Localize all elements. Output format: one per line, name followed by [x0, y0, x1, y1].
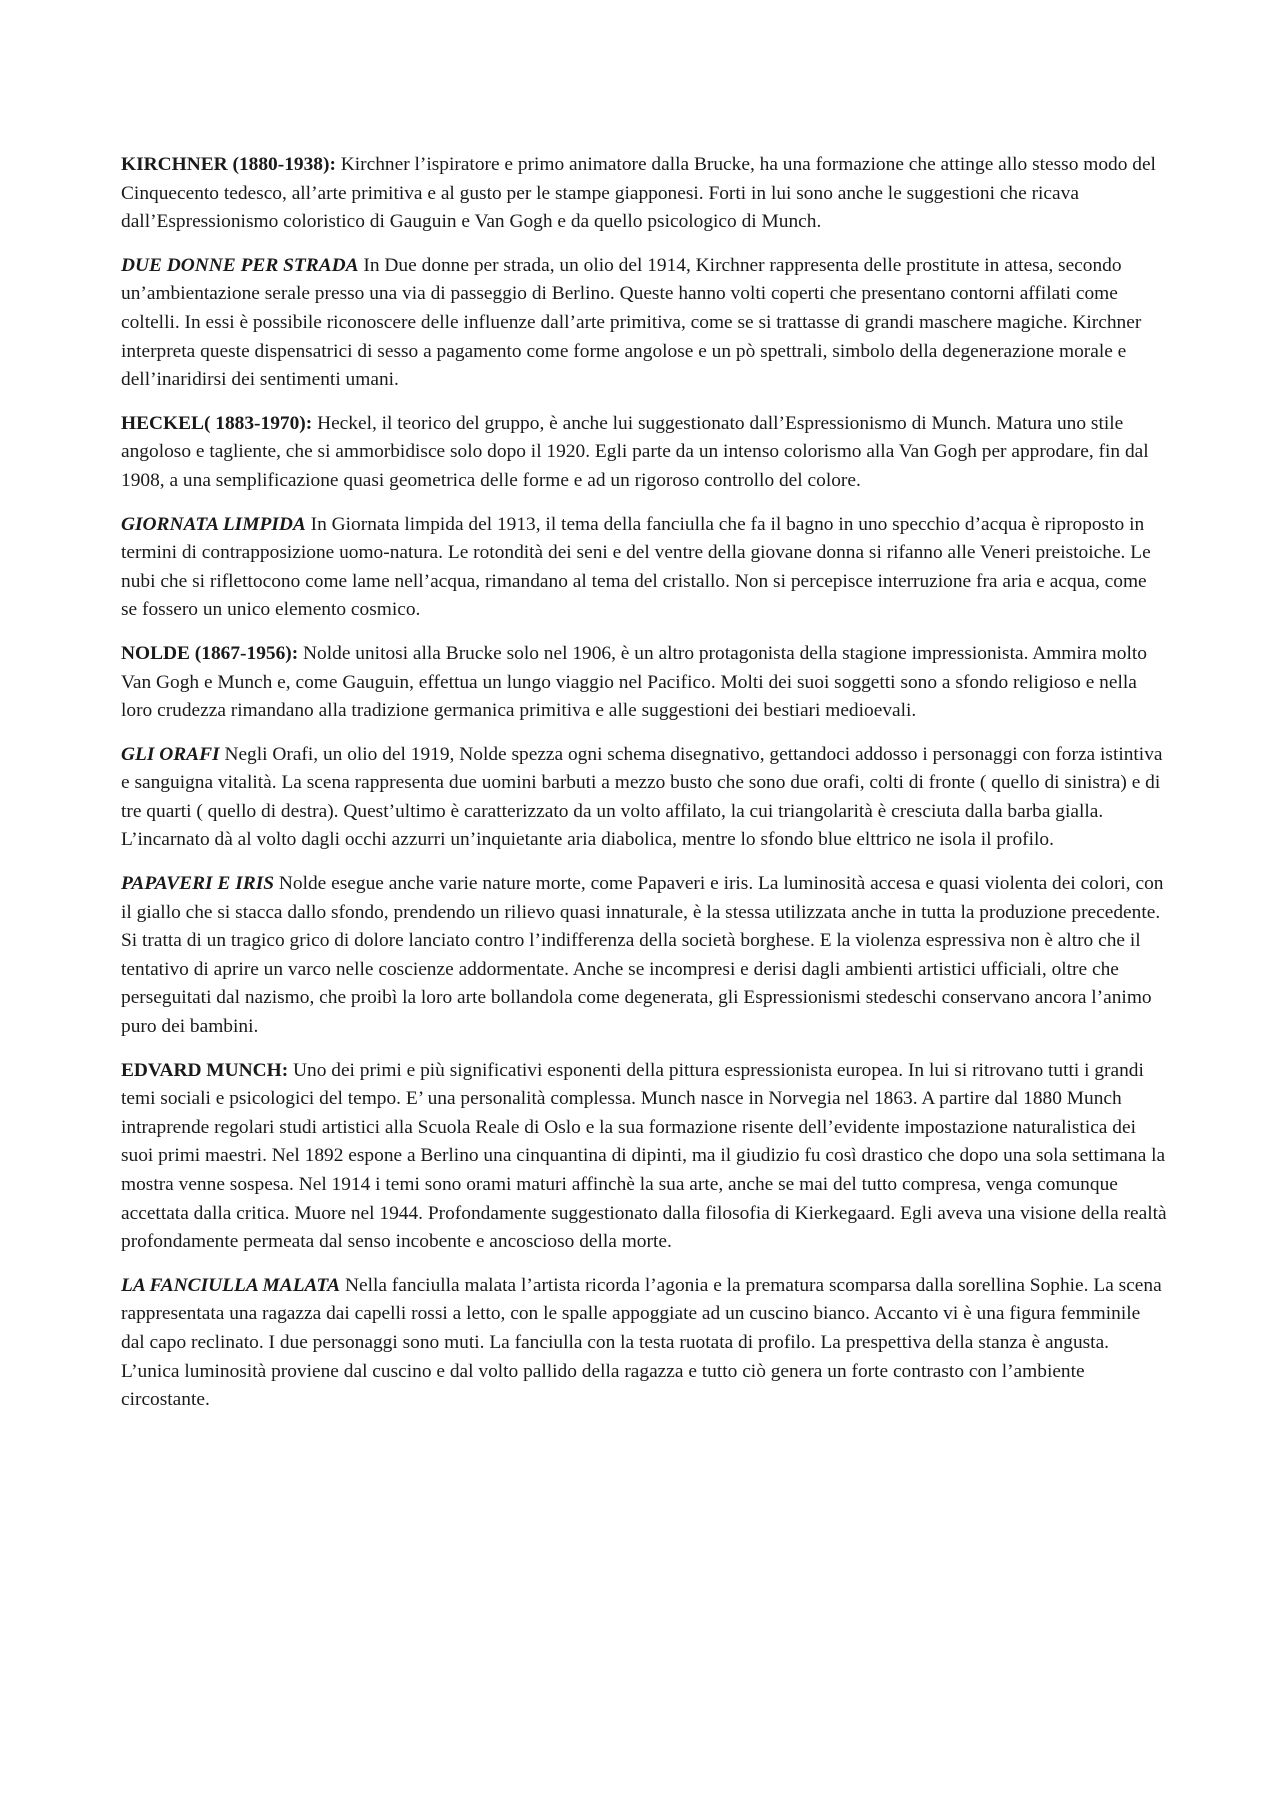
heading-nolde: NOLDE (1867-1956): — [121, 642, 299, 664]
body-due-donne-per-strada: In Due donne per strada, un olio del 1914, Kirchner rappresenta delle prostitute in attesa, secondo un’ambientazione serale presso una via di passeggio di Berlino. Queste hanno volti coperti che presentano contorni affilati come coltelli. In essi è possibile riconoscere delle influenze dall’arte primitiva, come se si trattasse di grandi maschere magiche. Kirchner interpreta queste dispensatrici di sesso a pagamento come forme angolose e un pò spettrali, simbolo della degenerazione morale e dell’inaridirsi dei sentimenti umani. — [121, 254, 1142, 391]
body-kirchner: Kirchner l’ispiratore e primo animatore dalla Brucke, ha una formazione che attinge allo stesso modo del Cinquecento tedesco, all’arte primitiva e al gusto per le stampe giapponesi. Forti in lui sono anche le suggestioni che ricava dall’Espressionismo coloristico di Gauguin e Van Gogh e da quello psicologico di Munch. — [121, 154, 1156, 233]
paragraph-kirchner — [121, 151, 1167, 237]
body-edvard-munch: Uno dei primi e più significativi esponenti della pittura espressionista europea. In lui si ritrovano tutti i grandi temi sociali e psicologici del tempo. E’ una personalità complessa. Munch nasce in Norvegia nel 1863. A partire dal 1880 Munch intraprende regolari studi artistici alla Scuola Reale di Oslo e la sua formazione risente dell’evidente impostazione naturalistica dei suoi primi maestri. Nel 1892 espone a Berlino una cinquantina di dipinti, ma il giudizio fu così drastico che dopo una sola settimana la mostra venne sospesa. Nel 1914 i temi sono orami maturi affinchè la sua arte, anche se mai del tutto compresa, venga comunque accettata dalla critica. Muore nel 1944. Profondamente suggestionato dalla filosofia di Kierkegaard. Egli aveva una visione della realtà profondamente permeata dal senso incobente e ancoscioso della morte. — [121, 1059, 1167, 1253]
body-nolde: Nolde unitosi alla Brucke solo nel 1906, è un altro protagonista della stagione impressionista. Ammira molto Van Gogh e Munch e, come Gauguin, effettua un lungo viaggio nel Pacifico. Molti dei suoi soggetti sono a sfondo religioso e nella loro crudezza rimandano alla tradizione germanica primitiva e alle suggestioni dei bestiari medioevali. — [121, 642, 1147, 722]
document-body — [121, 151, 1167, 1430]
paragraph-due-donne-per-strada — [121, 252, 1167, 395]
heading-gli-orafi: GLI ORAFI — [121, 743, 220, 765]
body-papaveri-e-iris: Nolde esegue anche varie nature morte, come Papaveri e iris. La luminosità accesa e quasi violenta dei colori, con il giallo che si stacca dallo sfondo, prendendo un rilievo quasi innaturale, è la stessa utilizzata anche in tutta la produzione precedente. Si tratta di un tragico grico di dolore lanciato contro l’indifferenza della società borghese. E la violenza espressiva non è altro che il tentativo di aprire un varco nelle coscienze addormentate. Anche se incompresi e derisi dagli ambienti artistici ufficiali, oltre che perseguitati dal nazismo, che proibì la loro arte bollandola come degenerata, gli Espressionismi stedeschi conservano ancora l’animo puro dei bambini. — [121, 873, 1164, 1038]
heading-la-fanciulla-malata: LA FANCIULLA MALATA — [121, 1274, 341, 1296]
heading-heckel: HECKEL( 1883-1970): — [121, 412, 313, 434]
paragraph-nolde — [121, 640, 1167, 726]
paragraph-gli-orafi — [121, 741, 1167, 855]
paragraph-heckel — [121, 410, 1167, 496]
paragraph-papaveri-e-iris — [121, 870, 1167, 1042]
body-la-fanciulla-malata: Nella fanciulla malata l’artista ricorda l’agonia e la prematura scomparsa dalla sorellina Sophie. La scena rappresentata una ragazza dai capelli rossi a letto, con le spalle appoggiate ad un cuscino bianco. Accanto vi è una figura femminile dal capo reclinato. I due personaggi sono muti. La fanciulla con la testa ruotata di profilo. La prespettiva della stanza è angusta. L’unica luminosità proviene dal cuscino e dal volto pallido della ragazza e tutto ciò genera un forte contrasto con l’ambiente circostante. — [121, 1274, 1162, 1411]
heading-kirchner: KIRCHNER (1880-1938): — [121, 154, 336, 175]
heading-edvard-munch: EDVARD MUNCH: — [121, 1059, 289, 1081]
heading-papaveri-e-iris: PAPAVERI E IRIS — [121, 873, 275, 895]
heading-due-donne-per-strada: DUE DONNE PER STRADA — [121, 254, 359, 276]
paragraph-la-fanciulla-malata — [121, 1272, 1167, 1415]
body-gli-orafi: Negli Orafi, un olio del 1919, Nolde spezza ogni schema disegnativo, gettandoci addosso i personaggi con forza istintiva e sanguigna vitalità. La scena rappresenta due uomini barbuti a mezzo busto che sono due orafi, colti di fronte ( quello di sinistra) e di tre quarti ( quello di destra). Quest’ultimo è caratterizzato da un volto affilato, la cui triangolarità è cresciuta dalla barba gialla. L’incarnato dà al volto dagli occhi azzurri un’inquietante aria diabolica, mentre lo sfondo blue elttrico ne isola il profilo. — [121, 743, 1163, 851]
body-heckel: Heckel, il teorico del gruppo, è anche lui suggestionato dall’Espressionismo di Munch. Matura uno stile angoloso e tagliente, che si ammorbidisce solo dopo il 1920. Egli parte da un intenso colorismo alla Van Gogh per approdare, fin dal 1908, a una semplificazione quasi geometrica delle forme e ad un rigoroso controllo del colore. — [121, 412, 1149, 491]
body-giornata-limpida: In Giornata limpida del 1913, il tema della fanciulla che fa il bagno in uno specchio d’acqua è riproposto in termini di contrapposizione uomo-natura. Le rotondità dei seni e del ventre della giovane donna si rifanno alle Veneri preistoiche. Le nubi che si riflettocono come lame nell’acqua, rimandano al tema del cristallo. Non si percepisce interruzione fra aria e acqua, come se fossero un unico elemento cosmico. — [121, 513, 1151, 621]
paragraph-giornata-limpida — [121, 511, 1167, 625]
paragraph-edvard-munch — [121, 1057, 1167, 1257]
heading-giornata-limpida: GIORNATA LIMPIDA — [121, 513, 306, 535]
